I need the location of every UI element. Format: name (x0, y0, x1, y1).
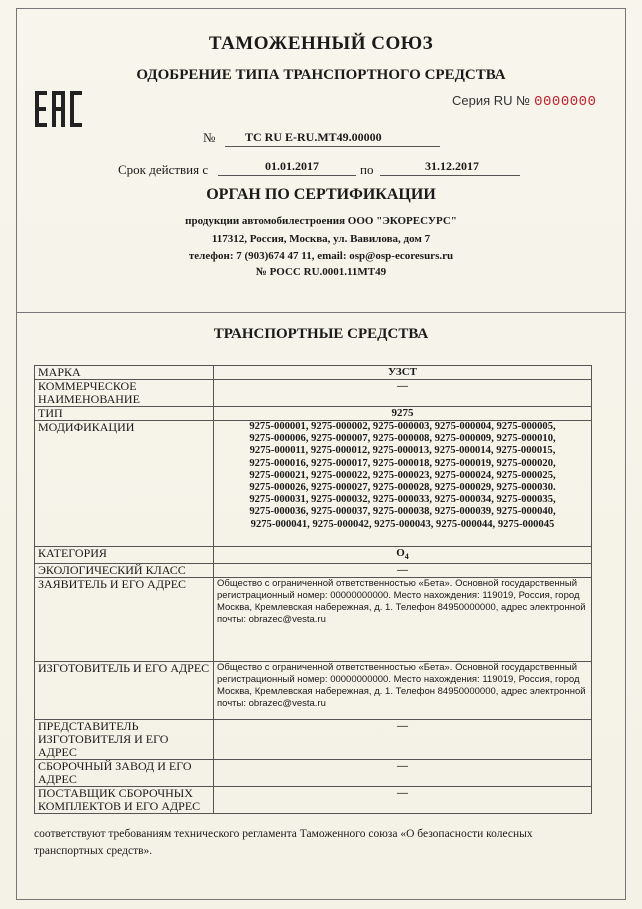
compliance-statement: соответствуют требованиям технического регламента Таможенного союза «О безопасности колесных транспортных средств». (34, 828, 533, 857)
modification-line: 9275-000036, 9275-000037, 9275-000038, 9275-000039, 9275-000040, (249, 506, 556, 518)
cert-body-line1: продукции автомобилестроения ООО "ЭКОРЕСУРС" (185, 215, 457, 227)
kit-supplier-label: ПОСТАВЩИК СБОРОЧНЫХ КОМПЛЕКТОВ И ЕГО АДРЕС (35, 787, 214, 814)
series-value: 0000000 (534, 94, 597, 110)
manufacturer-label: ИЗГОТОВИТЕЛЬ И ЕГО АДРЕС (35, 662, 214, 720)
valid-from: 01.01.2017 (265, 159, 319, 173)
brand-label: МАРКА (35, 366, 214, 380)
assembly-plant-value: — (214, 760, 592, 787)
modifications-list (214, 421, 592, 547)
cert-number-label: № (203, 130, 216, 145)
brand-value: УЗСТ (214, 366, 592, 380)
category-value (214, 547, 592, 564)
table-row (35, 787, 592, 814)
section-divider (16, 312, 626, 313)
category-subscript: 4 (404, 552, 409, 562)
table-row (35, 760, 592, 787)
validity-label: Срок действия с (118, 162, 209, 177)
valid-to-label: по (360, 162, 374, 177)
vehicles-title: ТРАНСПОРТНЫЕ СРЕДСТВА (213, 326, 429, 342)
table-row (35, 547, 592, 564)
table-row (35, 564, 592, 578)
series-label: Серия RU № (452, 93, 531, 108)
type-label: ТИП (35, 407, 214, 421)
cert-body-title: ОРГАН ПО СЕРТИФИКАЦИИ (206, 186, 436, 203)
union-title: ТАМОЖЕННЫЙ СОЮЗ (208, 33, 434, 54)
table-row (35, 578, 592, 662)
modification-line: 9275-000026, 9275-000027, 9275-000028, 9275-000029, 9275-000030. (249, 482, 556, 494)
type-value: 9275 (214, 407, 592, 421)
series-number (452, 93, 596, 110)
cert-body-registration: № РОСС RU.0001.11МТ49 (255, 266, 387, 278)
vehicle-table (34, 365, 592, 814)
valid-to-underline (380, 175, 520, 176)
cert-body-address: 117312, Россия, Москва, ул. Вавилова, дом 7 (211, 233, 431, 245)
valid-from-underline (218, 175, 356, 176)
valid-to: 31.12.2017 (425, 159, 479, 173)
representative-label: ПРЕДСТАВИТЕЛЬ ИЗГОТОВИТЕЛЯ И ЕГО АДРЕС (35, 720, 214, 760)
modification-line: 9275-000031, 9275-000032, 9275-000033, 9275-000034, 9275-000035, (249, 494, 556, 506)
modification-line: 9275-000021, 9275-000022, 9275-000023, 9275-000024, 9275-000025, (249, 469, 556, 481)
modification-line: 9275-000016, 9275-000017, 9275-000018, 9275-000019, 9275-000020, (249, 457, 556, 469)
cert-number-underline (225, 146, 440, 147)
table-row (35, 720, 592, 760)
cert-body-contacts: телефон: 7 (903)674 47 11, email: osp@osp-ecoresurs.ru (188, 250, 454, 262)
kit-supplier-value: — (214, 787, 592, 814)
modifications-label: МОДИФИКАЦИИ (35, 421, 214, 547)
assembly-plant-label: СБОРОЧНЫЙ ЗАВОД И ЕГО АДРЕС (35, 760, 214, 787)
applicant-label: ЗАЯВИТЕЛЬ И ЕГО АДРЕС (35, 578, 214, 662)
table-row (35, 366, 592, 380)
modification-line: 9275-000006, 9275-000007, 9275-000008, 9275-000009, 9275-000010, (249, 433, 556, 445)
eco-class-label: ЭКОЛОГИЧЕСКИЙ КЛАСС (35, 564, 214, 578)
table-row (35, 380, 592, 407)
manufacturer-value: Общество с ограниченной ответственностью «Бета». Основной государственный регистрационный номер: 00000000000. Место нахождения: 119019, Россия, город Москва, Кремлевская набережная, д. 1. Телефон 84950000000, адрес электронной почты: obrazec@vesta.ru (214, 662, 592, 720)
modification-line: 9275-000041, 9275-000042, 9275-000043, 9275-000044, 9275-000045 (250, 518, 555, 530)
applicant-value: Общество с ограниченной ответственностью «Бета». Основной государственный регистрационный номер: 00000000000. Место нахождения: 119019, Россия, город Москва, Кремлевская набережная, д. 1. Телефон 84950000000, адрес электронной почты: obrazec@vesta.ru (214, 578, 592, 662)
table-row (35, 421, 592, 547)
table-row (35, 662, 592, 720)
commercial-name-value: — (214, 380, 592, 407)
eac-logo-icon (35, 91, 83, 127)
modification-line: 9275-000001, 9275-000002, 9275-000003, 9275-000004, 9275-000005, (249, 421, 556, 432)
eco-class-value: — (214, 564, 592, 578)
representative-value: — (214, 720, 592, 760)
modification-line: 9275-000011, 9275-000012, 9275-000013, 9275-000014, 9275-000015, (249, 445, 556, 457)
table-row (35, 407, 592, 421)
category-label: КАТЕГОРИЯ (35, 547, 214, 564)
category-letter: O (396, 547, 405, 559)
cert-number: TC RU E-RU.MT49.00000 (245, 130, 382, 144)
commercial-name-label: КОММЕРЧЕСКОЕ НАИМЕНОВАНИЕ (35, 380, 214, 407)
document-title: ОДОБРЕНИЕ ТИПА ТРАНСПОРТНОГО СРЕДСТВА (136, 67, 506, 83)
